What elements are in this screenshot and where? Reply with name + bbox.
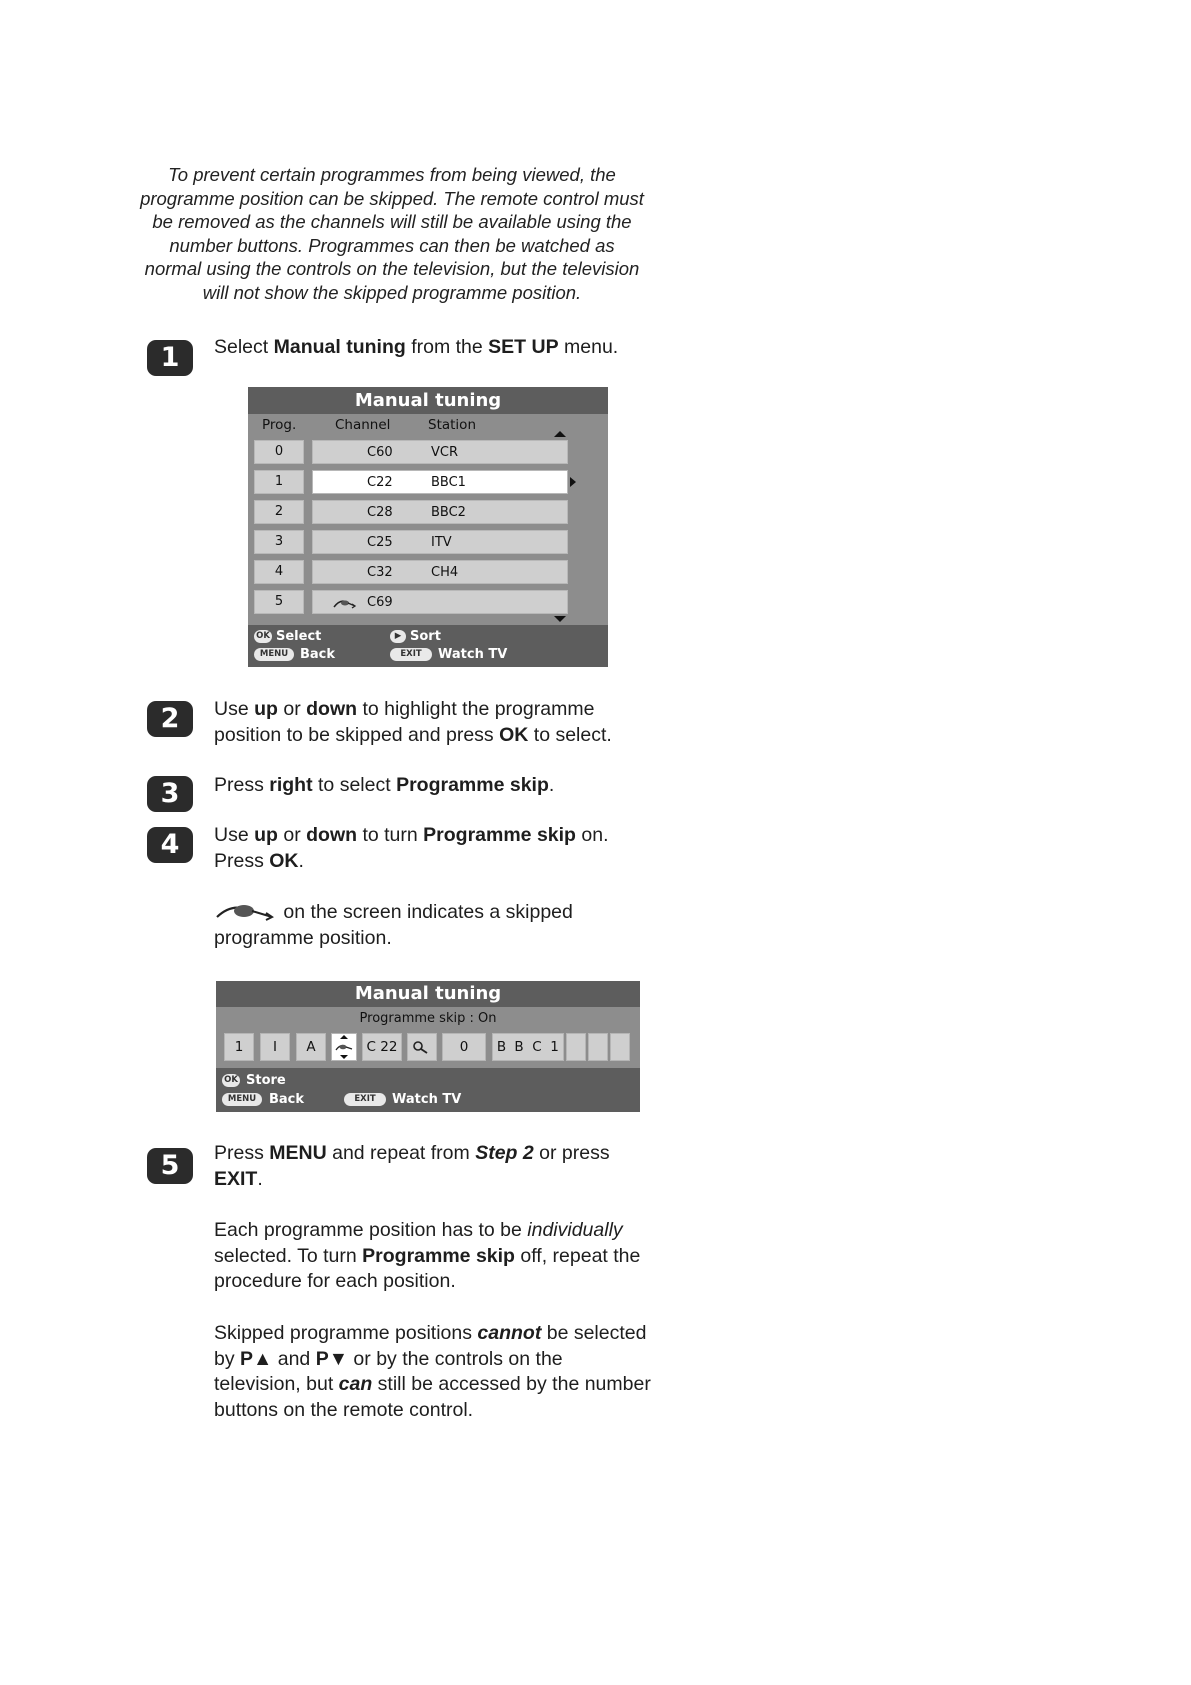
menu-key-icon: MENU [254,648,294,661]
screen-footer [216,1068,640,1112]
step-4-text: Use up or down to turn Programme skip on. Press OK. [214,824,609,872]
manual-tuning-screen-edit [216,981,640,1112]
step-1-badge: 1 [147,340,193,376]
name-char[interactable] [566,1033,586,1061]
header-station: Station [428,417,476,433]
footer-watch-tv: Watch TV [392,1092,462,1107]
exit-key-icon: EXIT [344,1093,386,1106]
step-3-text: Press right to select Programme skip. [214,774,555,796]
skip-updown-icon [332,1034,356,1060]
skip-icon [333,597,359,609]
note-individual-selection: Each programme position has to be individually selected. To turn Programme skip off, repeat the procedure for each position. [214,1219,641,1292]
search-field[interactable] [407,1033,437,1061]
skip-icon [214,901,278,921]
scroll-down-icon [554,616,566,622]
row-right-arrow-icon [570,477,576,487]
scroll-up-icon [554,431,566,437]
step-5-badge: 5 [147,1148,193,1184]
step-2-text: Use up or down to highlight the programme position to be skipped and press OK to select. [214,698,612,746]
footer-sort: Sort [410,629,441,644]
system-field[interactable]: I [260,1033,290,1061]
footer-back: Back [300,647,336,662]
search-icon [412,1040,432,1054]
skip-field[interactable] [331,1033,357,1061]
step-5-text: Press MENU and repeat from Step 2 or press EXIT. [214,1142,610,1190]
right-key-icon: ▶ [390,630,406,643]
footer-select: Select [276,629,322,644]
ok-key-icon: OK [222,1074,240,1087]
header-channel: Channel [335,417,391,433]
step-4-badge: 4 [147,827,193,863]
footer-store: Store [246,1073,286,1088]
screen-title: Manual tuning [216,981,640,1007]
footer-watch-tv: Watch TV [438,647,508,662]
skip-indicator-note: on the screen indicates a skipped programme position. [214,901,573,949]
menu-key-icon: MENU [222,1093,262,1106]
manual-tuning-screen-list: Manual tuning Prog. Channel Station 0 C60 VCR 1 C22 BBC1 2 C28 BBC2 3 C25 ITV 4 C32 CH4 5 C69 OK Select ▶ Sort MENU Back EXIT Watch TV [248,387,608,667]
note-skipped-positions: Skipped programme positions cannot be selected by P▲ and P▼ or by the controls on the television, but can still be accessed by the number buttons on the remote control. [214,1322,651,1421]
intro-paragraph: To prevent certain programmes from being viewed, the programme position can be skipped. The remote control must be removed as the channels will still be available using the number buttons. Programmes can then be watched as normal using the controls on the television, but the television will not show the skipped programme position. [140,164,644,303]
name-char[interactable]: B [492,1033,510,1061]
header-prog: Prog. [262,417,297,433]
mode-field[interactable]: A [296,1033,326,1061]
fine-tune-field[interactable]: 0 [442,1033,486,1061]
ok-key-icon: OK [254,630,272,643]
step-2-badge: 2 [147,701,193,737]
exit-key-icon: EXIT [390,648,432,661]
name-char[interactable]: B [510,1033,528,1061]
step-1-text: Select Manual tuning from the SET UP menu. [214,336,619,358]
footer-back: Back [269,1092,305,1107]
screen-footer [248,625,608,667]
programme-skip-status: Programme skip : On [359,1011,497,1026]
name-char[interactable] [588,1033,608,1061]
channel-field[interactable]: C 22 [362,1033,402,1061]
prog-field[interactable]: 1 [224,1033,254,1061]
name-char[interactable]: 1 [546,1033,564,1061]
step-3-badge: 3 [147,776,193,812]
name-char[interactable]: C [528,1033,546,1061]
name-char[interactable] [610,1033,630,1061]
screen-title: Manual tuning [248,387,608,414]
